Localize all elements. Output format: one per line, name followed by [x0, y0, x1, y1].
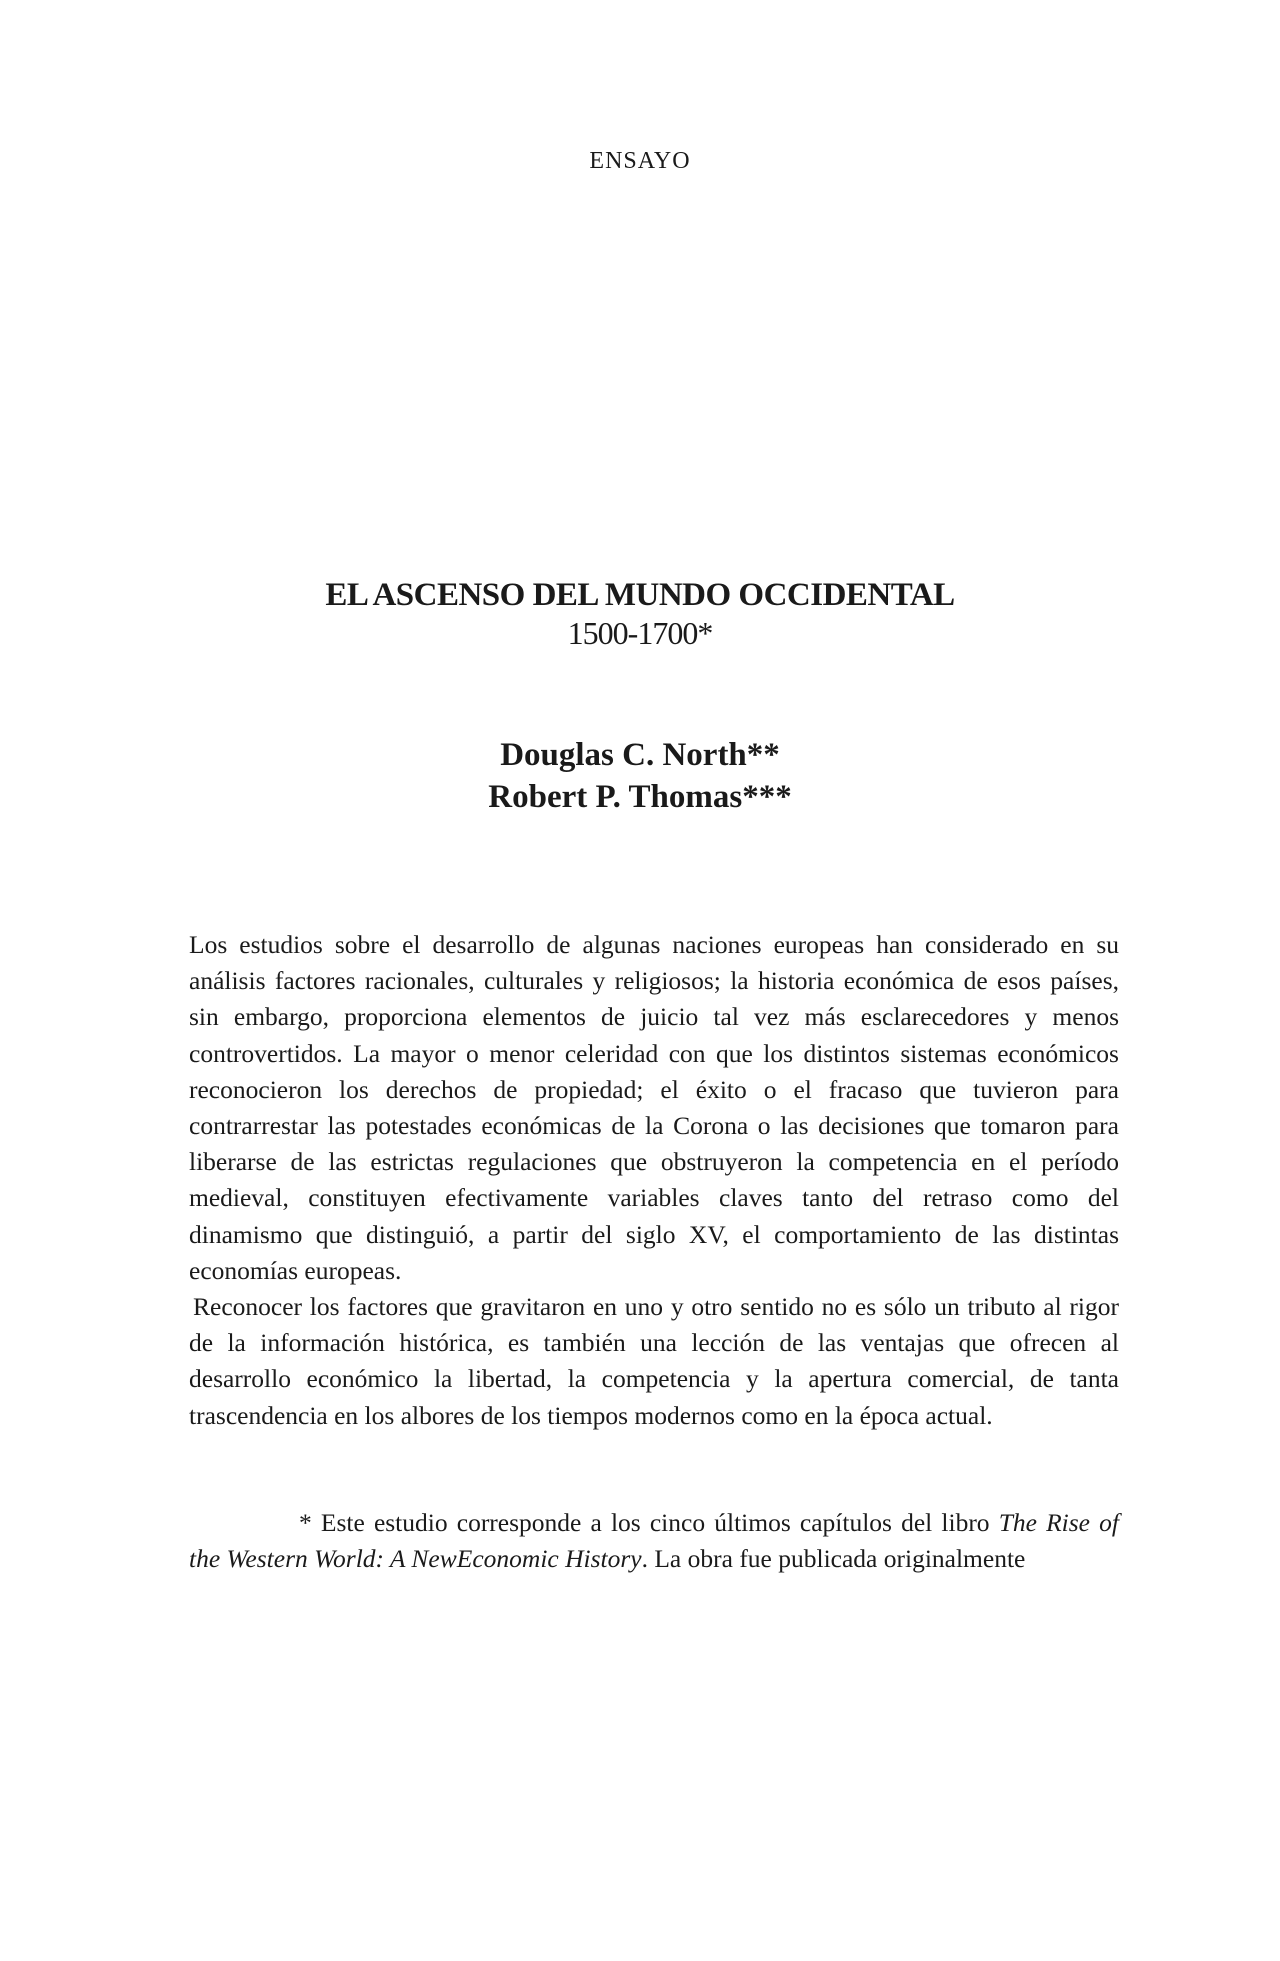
authors-block — [0, 734, 1280, 818]
author-2: Robert P. Thomas*** — [488, 779, 792, 815]
footnote-tail: . La obra fue publicada originalmente — [641, 1544, 1026, 1573]
section-label: ENSAYO — [589, 148, 691, 174]
title-block — [0, 575, 1280, 651]
abstract — [189, 927, 1119, 1434]
article-dates: 1500-1700* — [567, 615, 713, 651]
abstract-paragraph-1: Los estudios sobre el desarrollo de algunas naciones europeas han considerado en su análisis factores racionales, culturales y religiosos; la historia económica de esos países, sin embargo, proporciona elementos de juicio tal vez más esclarecedores y menos controvertidos. La mayor o menor celeridad con que los distintos sistemas económicos reconocieron los derechos de propiedad; el éxito o el fracaso que tuvieron para contrarrestar las potestades económicas de la Corona o las decisiones que tomaron para liberarse de las estrictas regulaciones que obstruyeron la competencia en el período medieval, constituyen efectivamente variables claves tanto del retraso como del dinamismo que distinguió, a partir del siglo XV, el comportamiento de las distintas economías europeas. — [189, 930, 1119, 1285]
author-1: Douglas C. North** — [500, 737, 780, 773]
footnote — [189, 1505, 1119, 1577]
footnote-book-title: The Rise of the Western World: A NewEconomic History — [189, 1508, 1119, 1573]
abstract-paragraph-2: Reconocer los factores que gravitaron en uno y otro sentido no es sólo un tributo al rigor de la información histórica, es también una lección de las ventajas que ofrecen al desarrollo económico la libertad, la competencia y la apertura comercial, de tanta trascendencia en los albores de los tiempos modernos como en la época actual. — [189, 1292, 1119, 1430]
footnote-lead: * Este estudio corresponde a los cinco últimos capítulos del libro — [299, 1508, 999, 1537]
article-title: EL ASCENSO DEL MUNDO OCCIDENTAL — [325, 577, 955, 613]
